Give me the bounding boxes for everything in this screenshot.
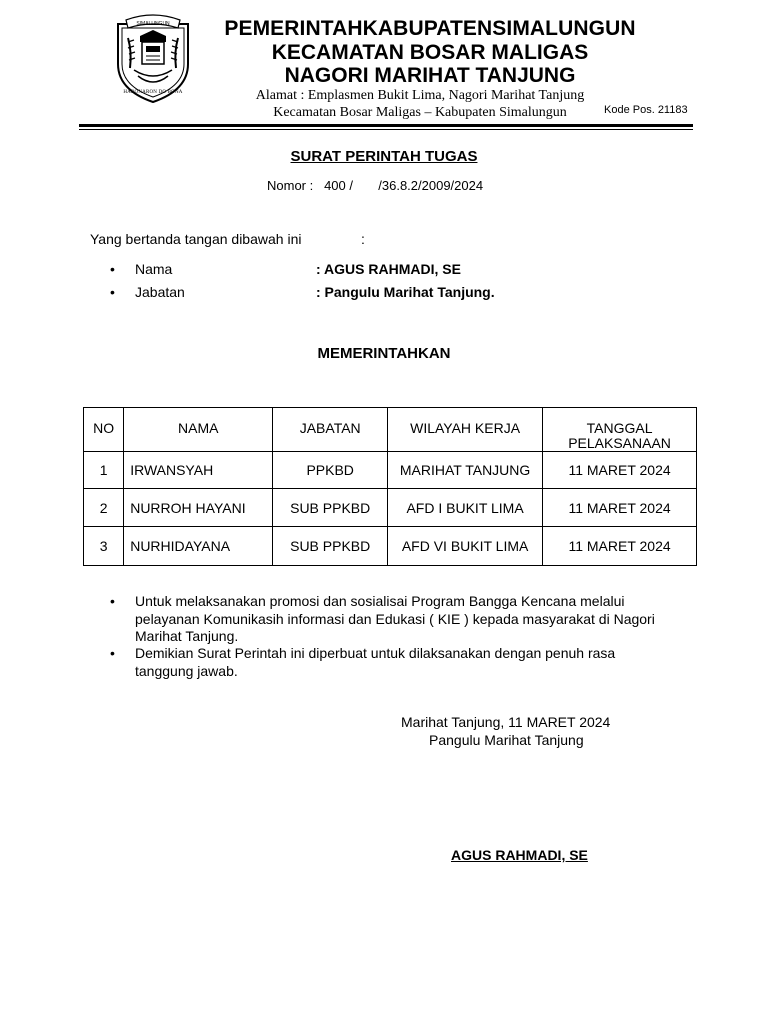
table-header-work-area: WILAYAH KERJA (388, 408, 543, 452)
table-header-position: JABATAN (273, 408, 388, 452)
table-cell-work-area: MARIHAT TANJUNG (388, 452, 543, 489)
table-header-no: NO (84, 408, 124, 452)
letterhead-government-line: PEMERINTAHKABUPATENSIMALUNGUN (224, 17, 636, 40)
letterhead-address-line-1: Alamat : Emplasmen Bukit Lima, Nagori Marihat Tanjung (255, 88, 585, 103)
svg-text:SIMALUNGUN: SIMALUNGUN (136, 21, 170, 27)
table-cell-work-area: AFD VI BUKIT LIMA (388, 527, 543, 566)
table-cell-position: SUB PPKBD (273, 527, 388, 566)
table-cell-no: 3 (84, 527, 124, 566)
table-header-row (84, 408, 697, 452)
signer-role: Pangulu Marihat Tanjung (429, 732, 584, 748)
table-row (84, 489, 697, 527)
letterhead-address-line-2: Kecamatan Bosar Maligas – Kabupaten Simalungun (273, 105, 567, 120)
table-cell-position: SUB PPKBD (273, 489, 388, 527)
table-cell-work-area: AFD I BUKIT LIMA (388, 489, 543, 527)
table-cell-name: IRWANSYAH (124, 452, 273, 489)
table-header-date: TANGGAL PELAKSANAAN (543, 408, 697, 452)
table-cell-name: NURROH HAYANI (124, 489, 273, 527)
command-heading: MEMERINTAHKAN (317, 345, 451, 362)
signer-name: AGUS RAHMADI, SE (451, 847, 588, 863)
bullet-marker: • (110, 261, 115, 277)
table-cell-date: 11 MARET 2024 (543, 527, 697, 566)
field-label-name: Nama (135, 261, 173, 277)
letterhead-district-line: KECAMATAN BOSAR MALIGAS (271, 41, 589, 64)
intro-statement: Yang bertanda tangan dibawah ini (90, 231, 302, 247)
table-row (84, 452, 697, 489)
table-header-name: NAMA (124, 408, 273, 452)
intro-colon: : (361, 231, 365, 247)
table-row (84, 527, 697, 566)
letterhead-village-line: NAGORI MARIHAT TANJUNG (284, 64, 576, 87)
field-label-position: Jabatan (135, 284, 185, 300)
document-number: Nomor : 400 / /36.8.2/2009/2024 (267, 178, 484, 193)
table-cell-name: NURHIDAYANA (124, 527, 273, 566)
bullet-marker: • (110, 645, 115, 661)
bullet-marker: • (110, 593, 115, 609)
letterhead-divider-thin (79, 129, 693, 130)
field-value-name: : AGUS RAHMADI, SE (316, 261, 461, 277)
postal-code: Kode Pos. 21183 (604, 104, 688, 116)
assignment-table (83, 407, 697, 566)
table-cell-position: PPKBD (273, 452, 388, 489)
bullet-marker: • (110, 284, 115, 300)
letterhead-divider-thick (79, 124, 693, 127)
table-cell-date: 11 MARET 2024 (543, 452, 697, 489)
document-title: SURAT PERINTAH TUGAS (290, 148, 478, 165)
field-value-position: : Pangulu Marihat Tanjung. (316, 284, 495, 300)
table-cell-no: 2 (84, 489, 124, 527)
table-cell-no: 1 (84, 452, 124, 489)
table-cell-date: 11 MARET 2024 (543, 489, 697, 527)
closing-paragraph: Demikian Surat Perintah ini diperbuat untuk dilaksanakan dengan penuh rasa tanggung jawab. (135, 645, 616, 679)
emblem-motto: HABONARON DO BONA (123, 90, 183, 95)
signature-place-date: Marihat Tanjung, 11 MARET 2024 (401, 714, 611, 730)
instruction-paragraph: Untuk melaksanakan promosi dan sosialisai Program Bangga Kencana melalui pelayanan Komunikasih informasi dan Edukasi ( KIE ) kepada masyarakat di Nagori Marihat Tanjung. (135, 593, 655, 644)
